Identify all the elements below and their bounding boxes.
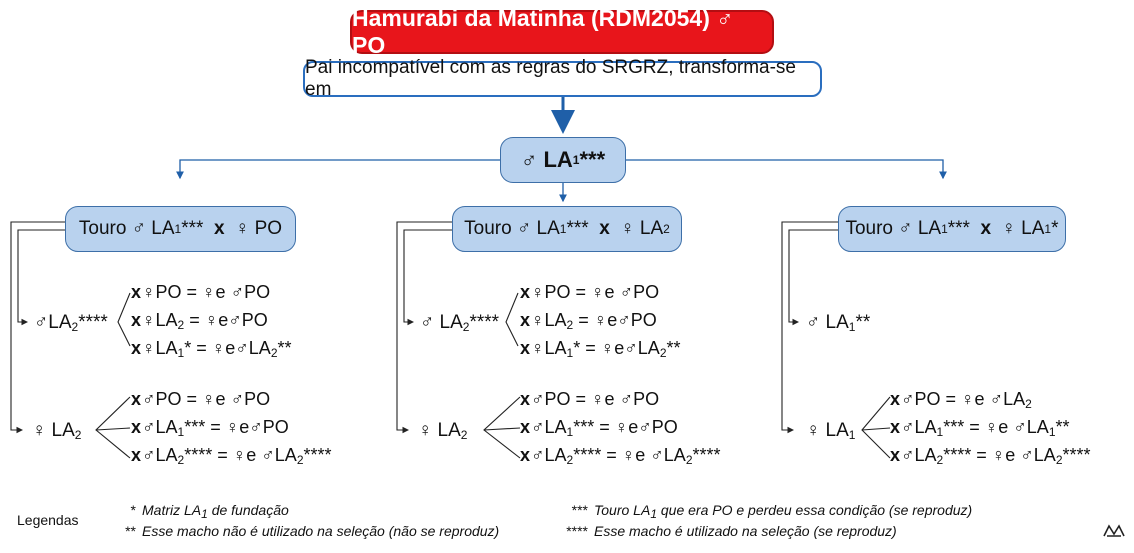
- result-text: PO =: [544, 282, 592, 302]
- result-line: [131, 283, 270, 301]
- male-symbol-icon: ♂: [520, 147, 538, 172]
- result-text: e: [215, 389, 231, 409]
- branch-sub: 1: [848, 428, 856, 442]
- female-symbol-icon: ♀: [984, 417, 999, 437]
- result-text: PO =: [155, 282, 203, 302]
- result-text: e: [604, 389, 620, 409]
- result-text: PO =: [544, 389, 592, 409]
- result-text: *** =: [184, 417, 226, 437]
- result-text: LA: [155, 445, 178, 465]
- cross-mark: x: [520, 310, 531, 330]
- legend-text-post: que era PO e perdeu essa condição (se reproduz): [657, 502, 973, 518]
- female-symbol-icon: ♀: [232, 445, 247, 465]
- result-text: **: [1055, 417, 1070, 437]
- result-text: LA: [544, 445, 567, 465]
- cross-mark: x: [890, 389, 901, 409]
- legend-item-2: [110, 524, 499, 538]
- male-symbol-icon: ♂: [516, 218, 532, 239]
- result-text: e: [974, 389, 990, 409]
- result-text: **** =: [573, 445, 622, 465]
- result-line: [131, 445, 332, 467]
- result-text: ****: [1062, 445, 1091, 465]
- female-symbol-icon: ♀: [202, 282, 216, 302]
- result-text: LA: [637, 338, 660, 358]
- result-text: 2: [566, 453, 574, 467]
- female-symbol-icon: ♀: [142, 282, 156, 302]
- male-symbol-icon: ♂: [249, 417, 263, 437]
- male-symbol-icon: ♂: [806, 312, 821, 333]
- male-symbol-icon: ♂: [989, 389, 1004, 409]
- result-text: ****: [692, 445, 721, 465]
- cross-mark: x: [520, 417, 531, 437]
- result-text: e: [604, 282, 620, 302]
- cross-mark: x: [213, 218, 225, 239]
- result-text: PO: [244, 389, 271, 409]
- cross-mark: x: [520, 282, 531, 302]
- result-line: [131, 310, 268, 332]
- result-text: 2: [566, 318, 574, 332]
- male-symbol-icon: ♂: [531, 445, 545, 465]
- result-line: [520, 310, 657, 332]
- legend-sub: 1: [650, 507, 657, 521]
- male-symbol-icon: ♂: [235, 338, 249, 358]
- legend-item-3: [562, 502, 973, 521]
- result-text: *** =: [943, 417, 985, 437]
- male-symbol-icon: ♂: [901, 389, 915, 409]
- male-symbol-icon: ♂: [142, 445, 156, 465]
- result-text: 1: [566, 425, 574, 439]
- male-symbol-icon: ♂: [650, 445, 664, 465]
- cross-mark: x: [131, 389, 142, 409]
- branch-code: LA: [48, 312, 72, 333]
- legend-mark: ****: [566, 523, 588, 539]
- female-symbol-icon: ♀: [202, 389, 216, 409]
- branch-right: [626, 160, 943, 178]
- female-symbol-icon: ♀: [531, 310, 545, 330]
- male-symbol-icon: ♂: [898, 218, 913, 239]
- subtitle-box: [303, 57, 822, 100]
- female-symbol-icon: ♀: [591, 389, 605, 409]
- legend-sub: 1: [201, 507, 208, 521]
- result-text: PO =: [155, 389, 203, 409]
- result-text: LA: [1003, 389, 1026, 409]
- cross-mark: x: [890, 445, 901, 465]
- result-text: LA: [155, 310, 178, 330]
- male-symbol-icon: ♂: [531, 389, 545, 409]
- touro-female-code: LA: [1021, 218, 1045, 239]
- touro-male-stars: ***: [947, 218, 970, 239]
- male-symbol-icon: ♂: [617, 310, 631, 330]
- result-text: LA: [544, 310, 567, 330]
- male-symbol-icon: ♂: [261, 445, 275, 465]
- branch-sub: 2: [460, 428, 468, 442]
- result-text: 2: [270, 346, 278, 360]
- result-line: [520, 417, 678, 439]
- branch-code: LA: [437, 420, 461, 441]
- cross-mark: x: [520, 338, 531, 358]
- center-node-stars: ***: [579, 147, 606, 172]
- cross-mark: x: [131, 338, 142, 358]
- female-symbol-icon: ♀: [621, 445, 636, 465]
- female-symbol-icon: ♀: [620, 218, 635, 239]
- result-line: [520, 445, 721, 467]
- result-text: **: [666, 338, 681, 358]
- legend-mark: ***: [571, 502, 588, 518]
- result-text: *** =: [573, 417, 615, 437]
- result-text: PO: [651, 417, 678, 437]
- result-text: e: [246, 445, 262, 465]
- branch-stars: ****: [78, 312, 108, 333]
- male-symbol-icon: ♂: [142, 389, 156, 409]
- result-line: [890, 389, 1032, 411]
- female-branch-3: [806, 421, 855, 440]
- result-text: 2: [177, 453, 185, 467]
- touro-male-code: LA: [536, 218, 560, 239]
- result-text: 1: [177, 425, 185, 439]
- branch-code: LA: [439, 312, 463, 333]
- result-text: 2: [1055, 453, 1063, 467]
- center-node-la1: ♂ LA 1 ***: [500, 137, 626, 183]
- result-text: LA: [914, 417, 937, 437]
- result-text: * =: [184, 338, 212, 358]
- female-symbol-icon: ♀: [593, 310, 608, 330]
- touro-female-stars: *: [1051, 218, 1059, 239]
- legend-text: Matriz LA: [142, 502, 202, 518]
- logo-icon: [1102, 522, 1126, 540]
- result-text: 2: [296, 453, 304, 467]
- result-text: LA: [544, 338, 567, 358]
- male-symbol-icon: ♂: [142, 417, 156, 437]
- female-branch-2: [418, 421, 467, 440]
- legend-text-post: de fundação: [207, 502, 289, 518]
- legend-item-4: [562, 524, 897, 538]
- male-symbol-icon: ♂: [131, 218, 146, 239]
- touro-label: Touro: [845, 218, 893, 239]
- male-symbol-icon: ♂: [228, 310, 242, 330]
- male-branch-3: [806, 313, 870, 332]
- result-text: **** =: [943, 445, 992, 465]
- branch-sub: 2: [74, 428, 82, 442]
- result-line: [131, 417, 289, 439]
- legend-text: Esse macho é utilizado na seleção (se reproduz): [594, 523, 897, 539]
- result-text: LA: [155, 338, 178, 358]
- female-symbol-icon: ♀: [806, 420, 821, 441]
- female-symbol-icon: ♀: [991, 445, 1006, 465]
- male-symbol-icon: ♂: [34, 312, 49, 333]
- female-symbol-icon: ♀: [531, 338, 545, 358]
- result-text: e: [607, 310, 618, 330]
- branch-sub: 2: [71, 320, 79, 334]
- male-symbol-icon: ♂: [531, 417, 545, 437]
- female-symbol-icon: ♀: [418, 420, 433, 441]
- male-symbol-icon: ♂: [420, 312, 435, 333]
- result-text: ****: [303, 445, 332, 465]
- male-symbol-icon: ♂: [619, 282, 634, 302]
- male-symbol-icon: ♂: [619, 389, 634, 409]
- cross-mark: x: [980, 218, 992, 239]
- branch-code: LA: [825, 312, 849, 333]
- subtitle-text: Pai incompatível com as regras do SRGRZ, transforma-se em: [305, 57, 797, 100]
- result-text: e: [998, 417, 1014, 437]
- result-text: LA: [914, 445, 937, 465]
- male-symbol-icon: ♂: [230, 282, 245, 302]
- cross-mark: x: [599, 218, 610, 239]
- female-branch-1: [32, 421, 81, 440]
- legend-mark: *: [130, 502, 136, 518]
- cross-mark: x: [131, 282, 142, 302]
- branch-sub: 1: [848, 320, 856, 334]
- result-text: PO: [262, 417, 289, 437]
- result-text: PO: [633, 389, 660, 409]
- male-branch-1: [34, 313, 108, 332]
- result-text: e: [225, 338, 236, 358]
- result-text: LA: [274, 445, 297, 465]
- touro-male-stars: ***: [566, 218, 589, 239]
- cross-mark: x: [131, 445, 142, 465]
- title-text: Hamurabi da Matinha (RDM2054) ♂ PO: [352, 5, 734, 58]
- title-banner: [350, 5, 774, 58]
- female-symbol-icon: ♀: [225, 417, 240, 437]
- result-text: e: [614, 338, 625, 358]
- male-symbol-icon: ♂: [901, 445, 915, 465]
- result-text: **: [277, 338, 292, 358]
- female-symbol-icon: ♀: [204, 310, 219, 330]
- result-line: [890, 417, 1070, 439]
- legend-mark: **: [125, 523, 136, 539]
- legend-item-1: [110, 502, 289, 521]
- cross-mark: x: [131, 310, 142, 330]
- result-line: [520, 390, 659, 408]
- branch-stars: ****: [469, 312, 500, 333]
- result-text: PO: [241, 310, 268, 330]
- touro-female-code: PO: [254, 218, 283, 239]
- male-symbol-icon: ♂: [1020, 445, 1034, 465]
- female-symbol-icon: ♀: [211, 338, 226, 358]
- result-line: [520, 283, 659, 301]
- female-symbol-icon: ♀: [531, 282, 545, 302]
- result-text: LA: [248, 338, 271, 358]
- result-text: LA: [544, 417, 567, 437]
- legend-text: Touro LA: [594, 502, 651, 518]
- result-text: **** =: [184, 445, 233, 465]
- result-text: 2: [936, 453, 944, 467]
- male-symbol-icon: ♂: [638, 417, 652, 437]
- result-line: [890, 445, 1091, 467]
- result-text: PO: [630, 310, 657, 330]
- result-text: 1: [1048, 425, 1056, 439]
- result-text: e: [635, 445, 651, 465]
- result-text: LA: [155, 417, 178, 437]
- legend-text: Esse macho não é utilizado na seleção (não se reproduz): [142, 523, 500, 539]
- legend-title: Legendas: [17, 512, 79, 528]
- male-branch-2: [420, 313, 499, 332]
- female-symbol-icon: ♀: [235, 218, 250, 239]
- result-text: LA: [663, 445, 686, 465]
- cross-mark: x: [890, 417, 901, 437]
- touro-label: Touro: [78, 218, 127, 239]
- result-text: 2: [685, 453, 693, 467]
- branch-code: LA: [51, 420, 75, 441]
- result-text: 1: [936, 425, 944, 439]
- touro-male-stars: ***: [181, 218, 204, 239]
- male-symbol-icon: ♂: [901, 417, 915, 437]
- result-text: 2: [1025, 397, 1032, 411]
- result-text: PO: [244, 282, 271, 302]
- female-symbol-icon: ♀: [142, 310, 156, 330]
- touro-box-2: Touro ♂ LA 1 *** x ♀ LA 2: [452, 206, 682, 252]
- result-text: e: [215, 282, 231, 302]
- touro-female-code: LA: [639, 218, 664, 239]
- result-text: 1: [177, 346, 185, 360]
- branch-left: [180, 160, 500, 178]
- touro-male-code: LA: [917, 218, 942, 239]
- result-text: PO =: [914, 389, 962, 409]
- branch-stars: **: [855, 312, 871, 333]
- touro-box-3: Touro ♂ LA 1 *** x ♀ LA 1 *: [838, 206, 1066, 252]
- touro-box-1: Touro ♂ LA 1 *** x ♀ PO: [65, 206, 296, 252]
- cross-mark: x: [131, 417, 142, 437]
- result-line: [520, 338, 681, 360]
- result-line: [131, 338, 292, 360]
- female-symbol-icon: ♀: [614, 417, 629, 437]
- result-line: [131, 390, 270, 408]
- center-node-label: LA: [543, 147, 573, 172]
- female-symbol-icon: ♀: [961, 389, 975, 409]
- female-symbol-icon: ♀: [142, 338, 156, 358]
- result-text: 2: [659, 346, 667, 360]
- cross-mark: x: [520, 389, 531, 409]
- cross-mark: x: [520, 445, 531, 465]
- result-text: e: [1005, 445, 1021, 465]
- male-symbol-icon: ♂: [230, 389, 245, 409]
- result-text: =: [184, 310, 205, 330]
- female-symbol-icon: ♀: [32, 420, 47, 441]
- branch-code: LA: [825, 420, 849, 441]
- branch-sub: 2: [462, 320, 470, 334]
- male-symbol-icon: ♂: [1013, 417, 1027, 437]
- touro-male-code: LA: [151, 218, 175, 239]
- result-text: 2: [177, 318, 185, 332]
- result-text: LA: [1033, 445, 1056, 465]
- result-text: 1: [566, 346, 574, 360]
- result-text: e: [218, 310, 229, 330]
- female-symbol-icon: ♀: [1001, 218, 1016, 239]
- result-text: PO: [633, 282, 660, 302]
- female-symbol-icon: ♀: [591, 282, 605, 302]
- male-symbol-icon: ♂: [624, 338, 638, 358]
- result-text: LA: [1026, 417, 1049, 437]
- touro-label: Touro: [464, 218, 512, 239]
- result-text: =: [573, 310, 594, 330]
- female-symbol-icon: ♀: [600, 338, 615, 358]
- result-text: * =: [573, 338, 601, 358]
- result-text: e: [628, 417, 639, 437]
- result-text: e: [239, 417, 250, 437]
